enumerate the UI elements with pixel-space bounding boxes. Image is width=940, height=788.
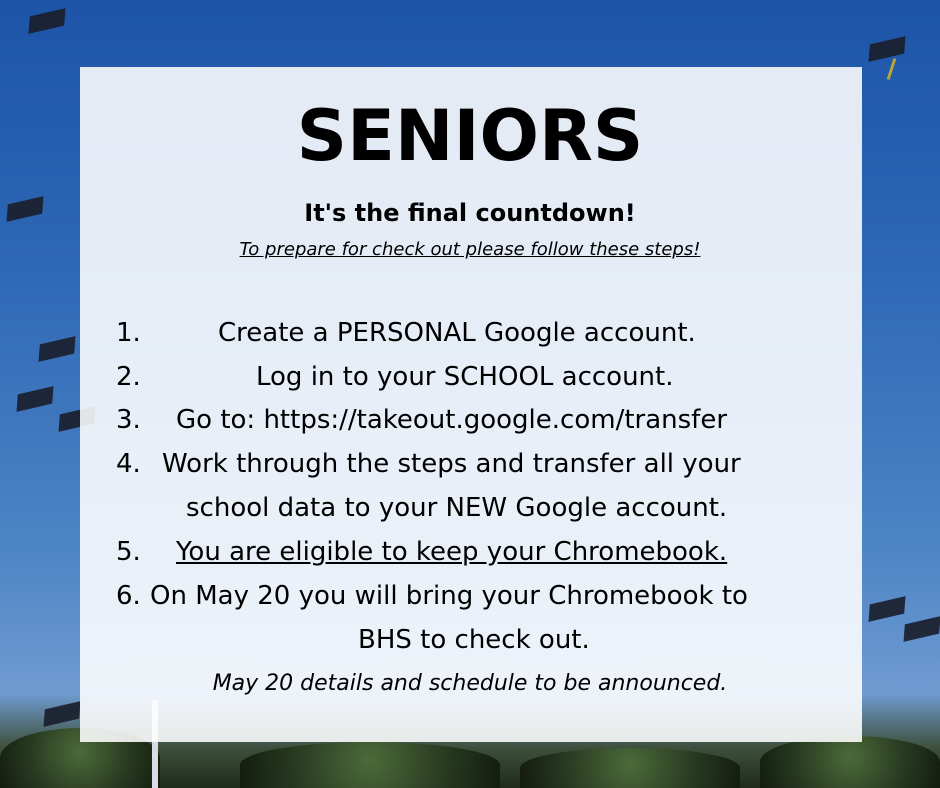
step-number: 5. <box>116 537 141 567</box>
step-4 <box>110 443 840 485</box>
tree <box>240 742 500 788</box>
step-text: Log in to your SCHOOL account. <box>256 362 674 392</box>
step-number: 4. <box>116 449 141 479</box>
step-text: BHS to check out. <box>358 625 590 655</box>
graduation-cap-icon <box>29 8 66 34</box>
step-text: You are eligible to keep your Chromebook. <box>176 537 728 567</box>
graduation-cap-icon <box>869 36 906 62</box>
step-1 <box>110 312 840 354</box>
graduation-cap-icon <box>39 336 76 362</box>
graduation-cap-icon <box>17 386 54 412</box>
step-text: school data to your NEW Google account. <box>186 493 728 523</box>
step-6 <box>110 575 840 617</box>
footer-note: May 20 details and schedule to be announced. <box>212 671 728 696</box>
step-3 <box>110 399 840 441</box>
tassel-icon <box>887 58 897 80</box>
instruction-text: To prepare for check out please follow these steps! <box>239 239 701 260</box>
step-number: 3. <box>116 405 141 435</box>
step-4-continuation <box>110 487 840 529</box>
page-title: SENIORS <box>296 95 644 177</box>
step-6-continuation <box>110 619 840 661</box>
step-text: Work through the steps and transfer all your <box>162 449 741 479</box>
step-2 <box>110 356 840 398</box>
step-number: 2. <box>116 362 141 392</box>
graduation-cap-icon <box>44 701 81 727</box>
step-number: 1. <box>116 318 141 348</box>
subtitle: It's the final countdown! <box>304 199 636 227</box>
tree <box>520 748 740 788</box>
tree <box>760 736 940 788</box>
graduation-cap-icon <box>904 616 940 642</box>
step-text: Create a PERSONAL Google account. <box>218 318 696 348</box>
step-number: 6. <box>116 581 141 611</box>
step-5 <box>110 531 840 573</box>
step-text: Go to: https://takeout.google.com/transfer <box>176 405 728 435</box>
graduation-cap-icon <box>869 596 906 622</box>
step-text: On May 20 you will bring your Chromebook to <box>150 581 748 611</box>
